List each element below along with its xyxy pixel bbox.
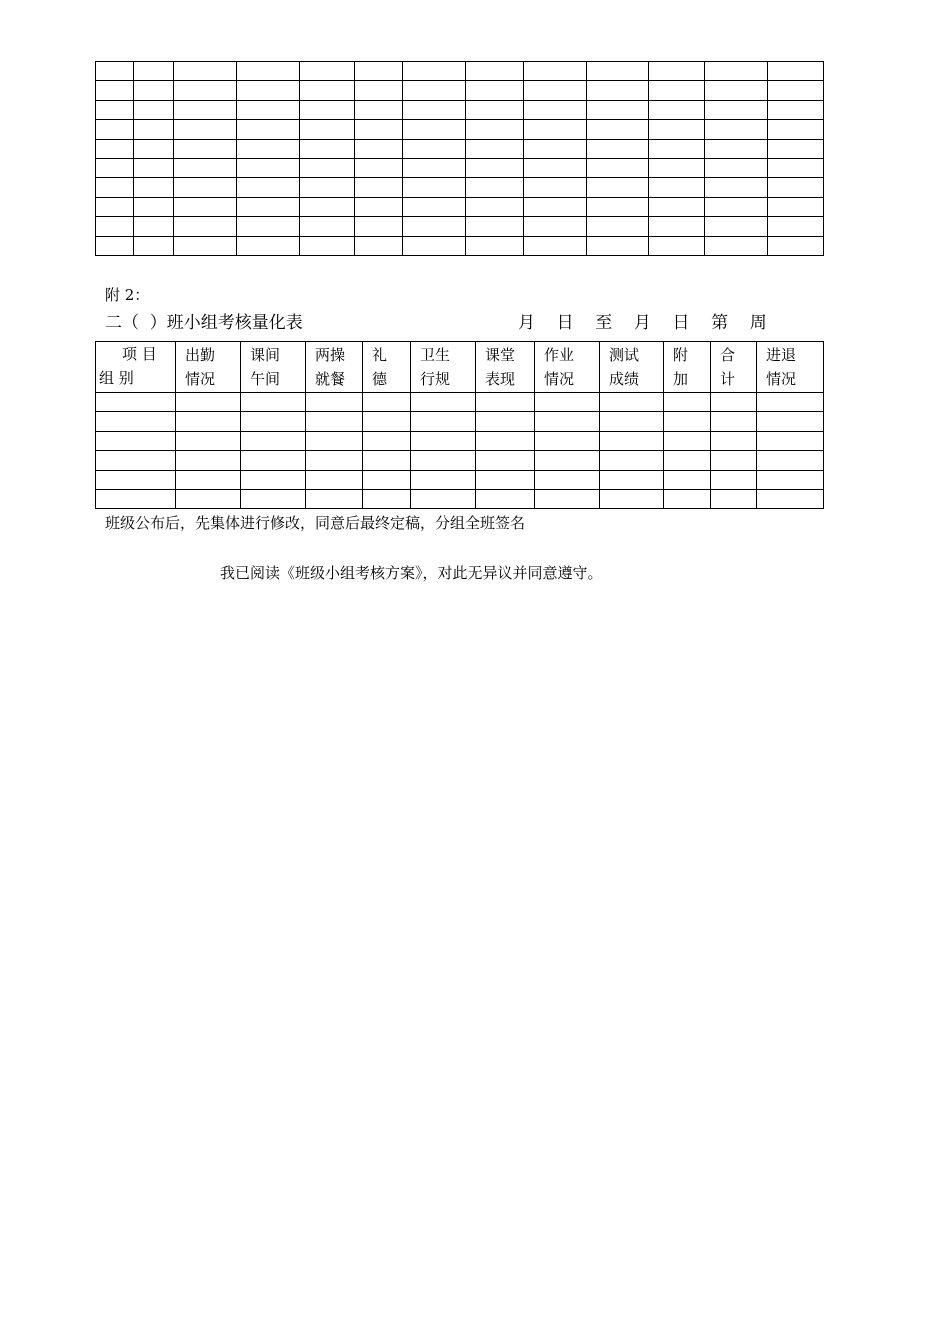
form-title: 二（ ）班小组考核量化表 bbox=[105, 313, 303, 333]
score-cell[interactable] bbox=[306, 451, 363, 470]
score-cell[interactable] bbox=[363, 470, 411, 489]
empty-cell[interactable] bbox=[96, 120, 134, 139]
score-cell[interactable] bbox=[600, 451, 664, 470]
empty-cell[interactable] bbox=[174, 62, 237, 81]
empty-cell[interactable] bbox=[705, 178, 768, 197]
empty-cell[interactable] bbox=[649, 62, 705, 81]
score-cell[interactable] bbox=[476, 489, 535, 508]
header-line: 作业 bbox=[544, 346, 575, 364]
empty-cell[interactable] bbox=[524, 178, 587, 197]
empty-cell[interactable] bbox=[174, 217, 237, 236]
empty-cell[interactable] bbox=[174, 139, 237, 158]
score-cell[interactable] bbox=[535, 451, 600, 470]
score-cell[interactable] bbox=[411, 393, 476, 412]
corner-label-groups: 组 别 bbox=[99, 369, 134, 387]
empty-cell[interactable] bbox=[403, 158, 466, 177]
score-cell[interactable] bbox=[600, 431, 664, 450]
empty-cell[interactable] bbox=[705, 139, 768, 158]
empty-cell[interactable] bbox=[355, 158, 403, 177]
empty-cell[interactable] bbox=[403, 217, 466, 236]
score-cell[interactable] bbox=[600, 489, 664, 508]
empty-cell[interactable] bbox=[466, 62, 524, 81]
empty-cell[interactable] bbox=[466, 81, 524, 100]
score-cell[interactable] bbox=[363, 412, 411, 431]
table-row bbox=[96, 470, 824, 489]
score-cell[interactable] bbox=[757, 431, 824, 450]
empty-cell[interactable] bbox=[300, 139, 355, 158]
empty-cell[interactable] bbox=[587, 100, 649, 119]
empty-cell[interactable] bbox=[466, 178, 524, 197]
score-cell[interactable] bbox=[600, 412, 664, 431]
header-line: 测试 bbox=[609, 346, 640, 364]
score-cell[interactable] bbox=[363, 431, 411, 450]
empty-cell[interactable] bbox=[524, 100, 587, 119]
empty-cell[interactable] bbox=[174, 236, 237, 255]
empty-cell[interactable] bbox=[466, 158, 524, 177]
score-cell[interactable] bbox=[363, 451, 411, 470]
empty-cell[interactable] bbox=[96, 178, 134, 197]
score-cell[interactable] bbox=[411, 412, 476, 431]
empty-cell[interactable] bbox=[587, 197, 649, 216]
header-line: 行规 bbox=[420, 370, 451, 388]
empty-cell[interactable] bbox=[768, 197, 824, 216]
header-cell bbox=[176, 342, 241, 393]
header-cell bbox=[664, 342, 711, 393]
empty-cell[interactable] bbox=[174, 100, 237, 119]
empty-cell[interactable] bbox=[134, 197, 174, 216]
score-cell[interactable] bbox=[176, 431, 241, 450]
score-cell[interactable] bbox=[757, 470, 824, 489]
empty-cell[interactable] bbox=[705, 62, 768, 81]
empty-cell[interactable] bbox=[466, 100, 524, 119]
empty-cell[interactable] bbox=[587, 120, 649, 139]
empty-cell[interactable] bbox=[649, 100, 705, 119]
table-row bbox=[96, 431, 824, 450]
score-cell[interactable] bbox=[176, 489, 241, 508]
empty-cell[interactable] bbox=[649, 197, 705, 216]
empty-cell[interactable] bbox=[705, 158, 768, 177]
header-line: 加 bbox=[673, 370, 689, 388]
empty-cell[interactable] bbox=[403, 120, 466, 139]
empty-cell[interactable] bbox=[96, 81, 134, 100]
empty-cell[interactable] bbox=[524, 139, 587, 158]
score-cell[interactable] bbox=[711, 489, 757, 508]
empty-cell[interactable] bbox=[134, 81, 174, 100]
score-cell[interactable] bbox=[306, 470, 363, 489]
score-cell[interactable] bbox=[241, 470, 306, 489]
empty-cell[interactable] bbox=[587, 81, 649, 100]
header-cell bbox=[241, 342, 306, 393]
header-cell bbox=[306, 342, 363, 393]
table-row bbox=[96, 62, 824, 81]
header-line: 附 bbox=[673, 346, 689, 364]
table-row bbox=[96, 139, 824, 158]
empty-cell[interactable] bbox=[768, 100, 824, 119]
empty-cell[interactable] bbox=[587, 62, 649, 81]
empty-cell[interactable] bbox=[134, 120, 174, 139]
empty-cell[interactable] bbox=[174, 81, 237, 100]
empty-cell[interactable] bbox=[403, 178, 466, 197]
empty-cell[interactable] bbox=[705, 81, 768, 100]
score-cell[interactable] bbox=[306, 412, 363, 431]
score-cell[interactable] bbox=[535, 470, 600, 489]
score-cell[interactable] bbox=[241, 431, 306, 450]
group-name-cell[interactable] bbox=[96, 412, 176, 431]
empty-cell[interactable] bbox=[134, 217, 174, 236]
score-cell[interactable] bbox=[535, 393, 600, 412]
empty-cell[interactable] bbox=[649, 158, 705, 177]
empty-cell[interactable] bbox=[237, 158, 300, 177]
group-name-cell[interactable] bbox=[96, 470, 176, 489]
header-line: 课堂 bbox=[485, 346, 516, 364]
score-cell[interactable] bbox=[176, 412, 241, 431]
score-cell[interactable] bbox=[176, 393, 241, 412]
score-cell[interactable] bbox=[664, 470, 711, 489]
empty-cell[interactable] bbox=[355, 178, 403, 197]
score-cell[interactable] bbox=[176, 470, 241, 489]
empty-cell[interactable] bbox=[403, 236, 466, 255]
empty-cell[interactable] bbox=[524, 81, 587, 100]
empty-cell[interactable] bbox=[174, 158, 237, 177]
score-cell[interactable] bbox=[535, 431, 600, 450]
score-cell[interactable] bbox=[306, 393, 363, 412]
empty-cell[interactable] bbox=[768, 120, 824, 139]
header-line: 合 bbox=[720, 346, 736, 364]
empty-cell[interactable] bbox=[587, 217, 649, 236]
empty-cell[interactable] bbox=[649, 236, 705, 255]
empty-cell[interactable] bbox=[466, 236, 524, 255]
header-line: 情况 bbox=[185, 370, 216, 388]
empty-cell[interactable] bbox=[524, 236, 587, 255]
score-cell[interactable] bbox=[476, 451, 535, 470]
empty-cell[interactable] bbox=[768, 158, 824, 177]
score-cell[interactable] bbox=[600, 393, 664, 412]
empty-cell[interactable] bbox=[237, 197, 300, 216]
empty-cell[interactable] bbox=[524, 158, 587, 177]
table-row bbox=[96, 197, 824, 216]
empty-cell[interactable] bbox=[768, 139, 824, 158]
header-cell bbox=[757, 342, 824, 393]
score-cell[interactable] bbox=[411, 451, 476, 470]
empty-cell[interactable] bbox=[237, 62, 300, 81]
score-cell[interactable] bbox=[411, 489, 476, 508]
empty-cell[interactable] bbox=[705, 120, 768, 139]
empty-cell[interactable] bbox=[524, 62, 587, 81]
header-line: 课间 bbox=[250, 346, 281, 364]
score-cell[interactable] bbox=[411, 431, 476, 450]
score-cell[interactable] bbox=[711, 451, 757, 470]
empty-cell[interactable] bbox=[768, 217, 824, 236]
appendix-label: 附 2： bbox=[105, 286, 150, 304]
header-line: 卫生 bbox=[420, 346, 451, 364]
empty-cell[interactable] bbox=[237, 236, 300, 255]
empty-cell[interactable] bbox=[300, 62, 355, 81]
table-row bbox=[96, 178, 824, 197]
empty-cell[interactable] bbox=[587, 236, 649, 255]
empty-cell[interactable] bbox=[134, 236, 174, 255]
header-line: 计 bbox=[720, 370, 736, 388]
empty-cell[interactable] bbox=[466, 139, 524, 158]
empty-cell[interactable] bbox=[174, 178, 237, 197]
empty-cell[interactable] bbox=[300, 158, 355, 177]
header-line: 表现 bbox=[485, 370, 516, 388]
header-cell bbox=[476, 342, 535, 393]
header-row bbox=[96, 342, 824, 393]
score-cell[interactable] bbox=[664, 393, 711, 412]
score-cell[interactable] bbox=[363, 393, 411, 412]
score-cell[interactable] bbox=[711, 412, 757, 431]
empty-cell[interactable] bbox=[237, 100, 300, 119]
empty-cell[interactable] bbox=[649, 120, 705, 139]
score-cell[interactable] bbox=[757, 451, 824, 470]
score-cell[interactable] bbox=[757, 393, 824, 412]
score-cell[interactable] bbox=[757, 412, 824, 431]
empty-cell[interactable] bbox=[355, 236, 403, 255]
empty-cell[interactable] bbox=[705, 197, 768, 216]
score-cell[interactable] bbox=[535, 412, 600, 431]
empty-cell[interactable] bbox=[96, 236, 134, 255]
empty-cell[interactable] bbox=[768, 81, 824, 100]
empty-cell[interactable] bbox=[466, 217, 524, 236]
score-cell[interactable] bbox=[176, 451, 241, 470]
empty-cell[interactable] bbox=[649, 217, 705, 236]
empty-cell[interactable] bbox=[466, 120, 524, 139]
table-row bbox=[96, 393, 824, 412]
score-cell[interactable] bbox=[306, 489, 363, 508]
score-cell[interactable] bbox=[476, 431, 535, 450]
score-cell[interactable] bbox=[664, 489, 711, 508]
empty-cell[interactable] bbox=[524, 217, 587, 236]
table-row bbox=[96, 236, 824, 255]
score-cell[interactable] bbox=[664, 431, 711, 450]
score-cell[interactable] bbox=[476, 412, 535, 431]
group-name-cell[interactable] bbox=[96, 431, 176, 450]
group-score-table bbox=[95, 341, 824, 509]
empty-cell[interactable] bbox=[96, 100, 134, 119]
empty-cell[interactable] bbox=[237, 139, 300, 158]
score-cell[interactable] bbox=[757, 489, 824, 508]
empty-cell[interactable] bbox=[355, 217, 403, 236]
score-cell[interactable] bbox=[711, 431, 757, 450]
agreement-statement: 我已阅读《班级小组考核方案》，对此无异议并同意遵守。 bbox=[220, 564, 603, 582]
top-empty-table bbox=[95, 61, 824, 256]
empty-cell[interactable] bbox=[96, 197, 134, 216]
empty-cell[interactable] bbox=[705, 236, 768, 255]
header-cell bbox=[411, 342, 476, 393]
header-line: 情况 bbox=[766, 370, 797, 388]
group-name-cell[interactable] bbox=[96, 451, 176, 470]
corner-label-items: 项 目 bbox=[122, 345, 157, 363]
table-row bbox=[96, 81, 824, 100]
score-cell[interactable] bbox=[711, 470, 757, 489]
empty-cell[interactable] bbox=[174, 197, 237, 216]
empty-cell[interactable] bbox=[300, 100, 355, 119]
empty-cell[interactable] bbox=[355, 100, 403, 119]
date-range-line: 月 日 至 月 日 第 周 bbox=[518, 313, 767, 333]
empty-cell[interactable] bbox=[403, 139, 466, 158]
header-line: 礼 bbox=[372, 346, 388, 364]
empty-cell[interactable] bbox=[237, 178, 300, 197]
score-cell[interactable] bbox=[535, 489, 600, 508]
group-name-cell[interactable] bbox=[96, 393, 176, 412]
empty-cell[interactable] bbox=[96, 217, 134, 236]
score-cell[interactable] bbox=[476, 393, 535, 412]
header-cell bbox=[363, 342, 411, 393]
empty-cell[interactable] bbox=[355, 139, 403, 158]
empty-cell[interactable] bbox=[649, 81, 705, 100]
table-row bbox=[96, 489, 824, 508]
score-cell[interactable] bbox=[363, 489, 411, 508]
header-cell bbox=[711, 342, 757, 393]
empty-cell[interactable] bbox=[96, 62, 134, 81]
header-line: 两操 bbox=[315, 346, 346, 364]
group-name-cell[interactable] bbox=[96, 489, 176, 508]
empty-cell[interactable] bbox=[403, 81, 466, 100]
empty-cell[interactable] bbox=[96, 139, 134, 158]
empty-cell[interactable] bbox=[403, 62, 466, 81]
empty-cell[interactable] bbox=[355, 62, 403, 81]
empty-cell[interactable] bbox=[587, 178, 649, 197]
empty-cell[interactable] bbox=[466, 197, 524, 216]
empty-cell[interactable] bbox=[524, 120, 587, 139]
score-cell[interactable] bbox=[664, 451, 711, 470]
empty-cell[interactable] bbox=[237, 217, 300, 236]
empty-cell[interactable] bbox=[355, 120, 403, 139]
empty-cell[interactable] bbox=[300, 236, 355, 255]
table-row bbox=[96, 120, 824, 139]
header-line: 进退 bbox=[766, 346, 797, 364]
empty-cell[interactable] bbox=[768, 62, 824, 81]
table-row bbox=[96, 412, 824, 431]
score-cell[interactable] bbox=[241, 489, 306, 508]
table-row bbox=[96, 100, 824, 119]
empty-cell[interactable] bbox=[768, 236, 824, 255]
score-cell[interactable] bbox=[664, 412, 711, 431]
empty-cell[interactable] bbox=[300, 120, 355, 139]
empty-cell[interactable] bbox=[134, 139, 174, 158]
empty-cell[interactable] bbox=[134, 158, 174, 177]
empty-cell[interactable] bbox=[649, 178, 705, 197]
empty-cell[interactable] bbox=[403, 197, 466, 216]
corner-header-cell bbox=[96, 342, 176, 393]
empty-cell[interactable] bbox=[300, 178, 355, 197]
header-cell bbox=[600, 342, 664, 393]
score-cell[interactable] bbox=[241, 393, 306, 412]
table-row bbox=[96, 217, 824, 236]
empty-cell[interactable] bbox=[300, 197, 355, 216]
header-line: 午间 bbox=[250, 370, 281, 388]
score-cell[interactable] bbox=[411, 470, 476, 489]
empty-cell[interactable] bbox=[403, 100, 466, 119]
empty-cell[interactable] bbox=[174, 120, 237, 139]
score-cell[interactable] bbox=[711, 393, 757, 412]
empty-cell[interactable] bbox=[705, 100, 768, 119]
header-line: 就餐 bbox=[315, 370, 346, 388]
empty-cell[interactable] bbox=[768, 178, 824, 197]
empty-cell[interactable] bbox=[587, 139, 649, 158]
score-cell[interactable] bbox=[241, 412, 306, 431]
empty-cell[interactable] bbox=[96, 158, 134, 177]
empty-cell[interactable] bbox=[587, 158, 649, 177]
empty-cell[interactable] bbox=[237, 120, 300, 139]
table-row bbox=[96, 158, 824, 177]
note-text: 班级公布后，先集体进行修改，同意后最终定稿，分组全班签名 bbox=[105, 514, 526, 532]
header-line: 情况 bbox=[544, 370, 575, 388]
empty-cell[interactable] bbox=[649, 139, 705, 158]
empty-cell[interactable] bbox=[524, 197, 587, 216]
table-row bbox=[96, 451, 824, 470]
empty-cell[interactable] bbox=[134, 100, 174, 119]
header-line: 成绩 bbox=[609, 370, 640, 388]
empty-cell[interactable] bbox=[134, 178, 174, 197]
empty-cell[interactable] bbox=[355, 81, 403, 100]
header-line: 德 bbox=[372, 370, 388, 388]
score-cell[interactable] bbox=[241, 451, 306, 470]
header-line: 出勤 bbox=[185, 346, 216, 364]
empty-cell[interactable] bbox=[355, 197, 403, 216]
header-cell bbox=[535, 342, 600, 393]
empty-cell[interactable] bbox=[237, 81, 300, 100]
empty-cell[interactable] bbox=[300, 81, 355, 100]
empty-cell[interactable] bbox=[300, 217, 355, 236]
score-cell[interactable] bbox=[476, 470, 535, 489]
empty-cell[interactable] bbox=[134, 62, 174, 81]
score-cell[interactable] bbox=[600, 470, 664, 489]
score-cell[interactable] bbox=[306, 431, 363, 450]
empty-cell[interactable] bbox=[705, 217, 768, 236]
